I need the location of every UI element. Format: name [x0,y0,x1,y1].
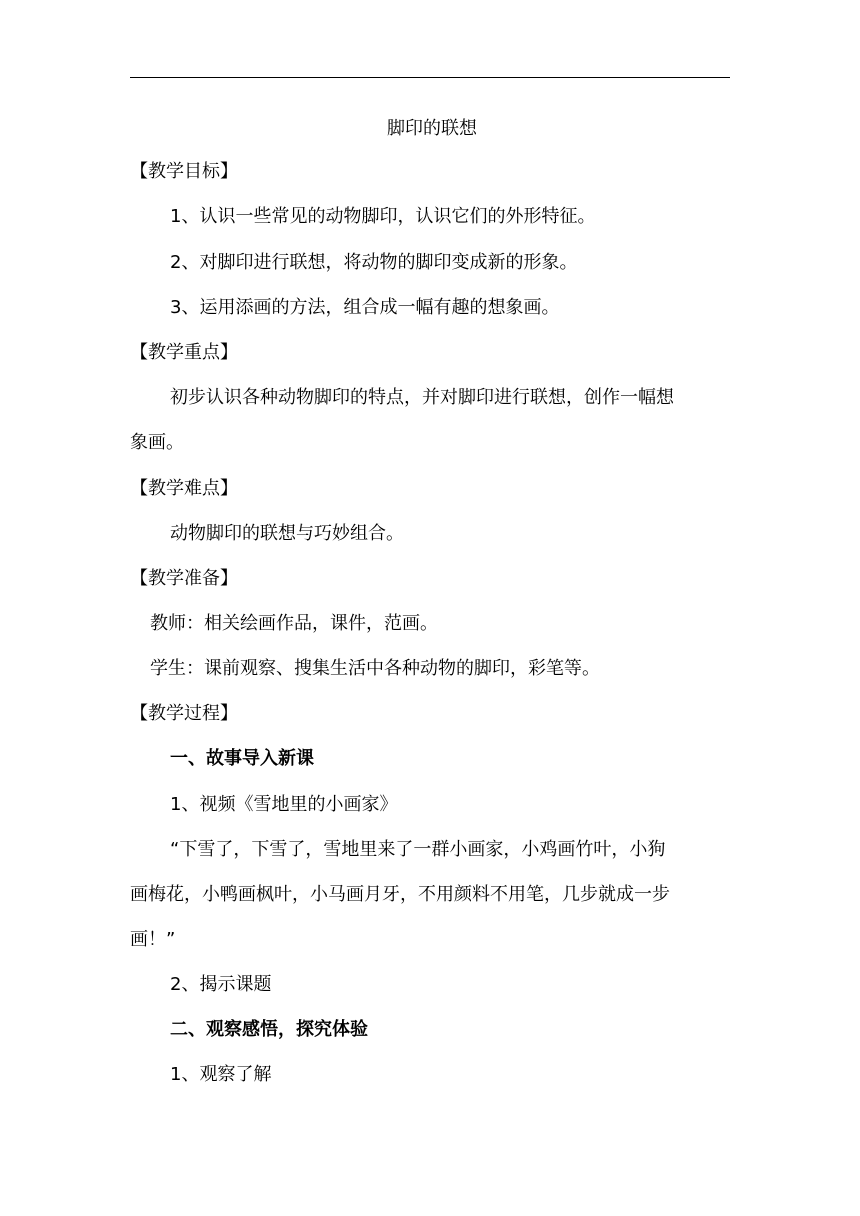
section-heading-process: 【教学过程】 [130,703,238,724]
header-rule [130,77,730,78]
preparation-teacher: 教师：相关绘画作品，课件，范画。 [150,613,438,634]
section-heading-difficulties: 【教学难点】 [130,478,238,499]
objective-2: 2、对脚印进行联想，将动物的脚印变成新的形象。 [170,252,578,273]
process-step-1-heading: 一、故事导入新课 [170,748,314,769]
story-quote-line-3: 画！” [130,929,176,950]
key-points-text-continued: 象画。 [130,432,184,453]
difficulties-text: 动物脚印的联想与巧妙组合。 [170,523,404,544]
story-quote-line-1: “下雪了，下雪了，雪地里来了一群小画家，小鸡画竹叶，小狗 [170,839,666,860]
key-points-text: 初步认识各种动物脚印的特点，并对脚印进行联想，创作一幅想 [170,387,674,408]
process-step-1-item-2: 2、揭示课题 [170,974,272,995]
section-heading-objectives: 【教学目标】 [130,161,238,182]
process-step-2-heading: 二、观察感悟，探究体验 [170,1019,368,1040]
objective-3: 3、运用添画的方法，组合成一幅有趣的想象画。 [170,297,560,318]
process-step-2-item-1: 1、观察了解 [170,1064,272,1085]
story-quote-line-2: 画梅花，小鸭画枫叶，小马画月牙，不用颜料不用笔，几步就成一步 [130,884,670,905]
section-heading-preparation: 【教学准备】 [130,568,238,589]
process-step-1-item-1: 1、视频《雪地里的小画家》 [170,794,398,815]
section-heading-key-points: 【教学重点】 [130,342,238,363]
preparation-student: 学生：课前观察、搜集生活中各种动物的脚印，彩笔等。 [150,658,600,679]
document-title: 脚印的联想 [387,118,477,139]
objective-1: 1、认识一些常见的动物脚印，认识它们的外形特征。 [170,206,596,227]
